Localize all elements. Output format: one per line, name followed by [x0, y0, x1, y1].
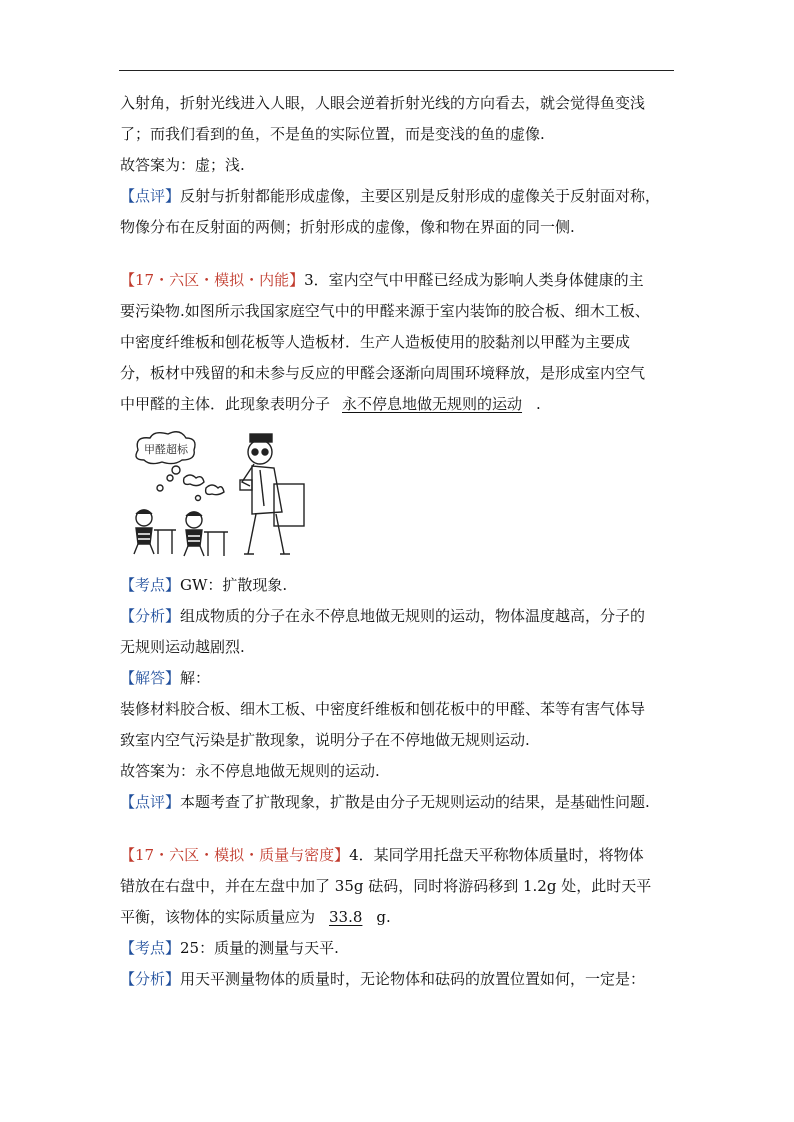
kaodian-line: 【考点】GW：扩散现象. — [120, 576, 288, 594]
text-line: 入射角，折射光线进入人眼，人眼会逆着折射光线的方向看去，就会觉得鱼变浅 — [120, 94, 646, 112]
question-text: 要污染物.如图所示我国家庭空气中的甲醛来源于室内装饰的胶合板、细木工板、 — [120, 302, 650, 320]
review-line — [120, 181, 676, 212]
question-text: 分，板材中残留的和未参与反应的甲醛会逐渐向周围环境释放，是形成室内空气 — [120, 364, 646, 382]
filled-answer: 永不停息地做无规则的运动 — [342, 395, 523, 413]
fenxi-tag: 【分析】 — [120, 607, 181, 625]
answer-line: 故答案为：虚；浅. — [120, 156, 245, 174]
document-page — [120, 88, 676, 995]
jieda-line: 【解答】解： — [120, 669, 211, 687]
formaldehyde-cartoon-illustration — [124, 426, 314, 564]
jieda-tag: 【解答】 — [120, 669, 181, 687]
review-tag: 【点评】 — [120, 187, 181, 205]
question-text: 中密度纤维板和刨花板等人造板材．生产人造板使用的胶黏剂以甲醛为主要成 — [120, 333, 631, 351]
kaodian-tag: 【考点】 — [120, 576, 181, 594]
kaodian-line: 【考点】25：质量的测量与天平. — [120, 939, 339, 957]
question-source-tag: 【17・六区・模拟・内能】 — [120, 271, 305, 289]
question-4-line: 【17・六区・模拟・质量与密度】4．某同学用托盘天平称物体质量时，将物体 — [120, 846, 644, 864]
cartoon-caption: 甲醛超标 — [144, 443, 188, 456]
fenxi-line: 无规则运动越剧烈. — [120, 638, 245, 656]
question-source-tag: 【17・六区・模拟・质量与密度】 — [120, 846, 350, 864]
solution-text: 装修材料胶合板、细木工板、中密度纤维板和刨花板中的甲醛、苯等有害气体导 — [120, 700, 646, 718]
solution-text: 致室内空气污染是扩散现象，说明分子在不停地做无规则运动. — [120, 731, 530, 749]
text-line: 了；而我们看到的鱼，不是鱼的实际位置，而是变浅的鱼的虚像. — [120, 125, 545, 143]
filled-answer: 33.8 — [329, 908, 363, 926]
review-line: 物像分布在反射面的两侧；折射形成的虚像，像和物在界面的同一侧. — [120, 218, 575, 236]
fenxi-line: 【分析】组成物质的分子在永不停息地做无规则的运动，物体温度越高，分子的 — [120, 607, 646, 625]
kaodian-tag: 【考点】 — [120, 939, 181, 957]
fenxi-line: 【分析】用天平测量物体的质量时，无论物体和砝码的放置位置如何，一定是： — [120, 970, 646, 988]
question-answer-line: 平衡，该物体的实际质量应为 33.8 g. — [120, 908, 391, 926]
question-answer-line: 中甲醛的主体．此现象表明分子 永不停息地做无规则的运动 . — [120, 395, 541, 413]
question-3-line — [120, 265, 676, 296]
fenxi-tag: 【分析】 — [120, 970, 181, 988]
answer-line: 故答案为：永不停息地做无规则的运动. — [120, 762, 380, 780]
header-rule — [119, 70, 674, 71]
review-text: 反射与折射都能形成虚像，主要区别是反射形成的虚像关于反射面对称， — [180, 187, 661, 205]
review-line: 【点评】本题考查了扩散现象，扩散是由分子无规则运动的结果，是基础性问题. — [120, 793, 650, 811]
question-text: 3．室内空气中甲醛已经成为影响人类身体健康的主 — [304, 271, 644, 289]
review-tag: 【点评】 — [120, 793, 181, 811]
question-text: 错放在右盘中，并在左盘中加了 35g 砝码，同时将游码移到 1.2g 处，此时天平 — [120, 877, 652, 895]
